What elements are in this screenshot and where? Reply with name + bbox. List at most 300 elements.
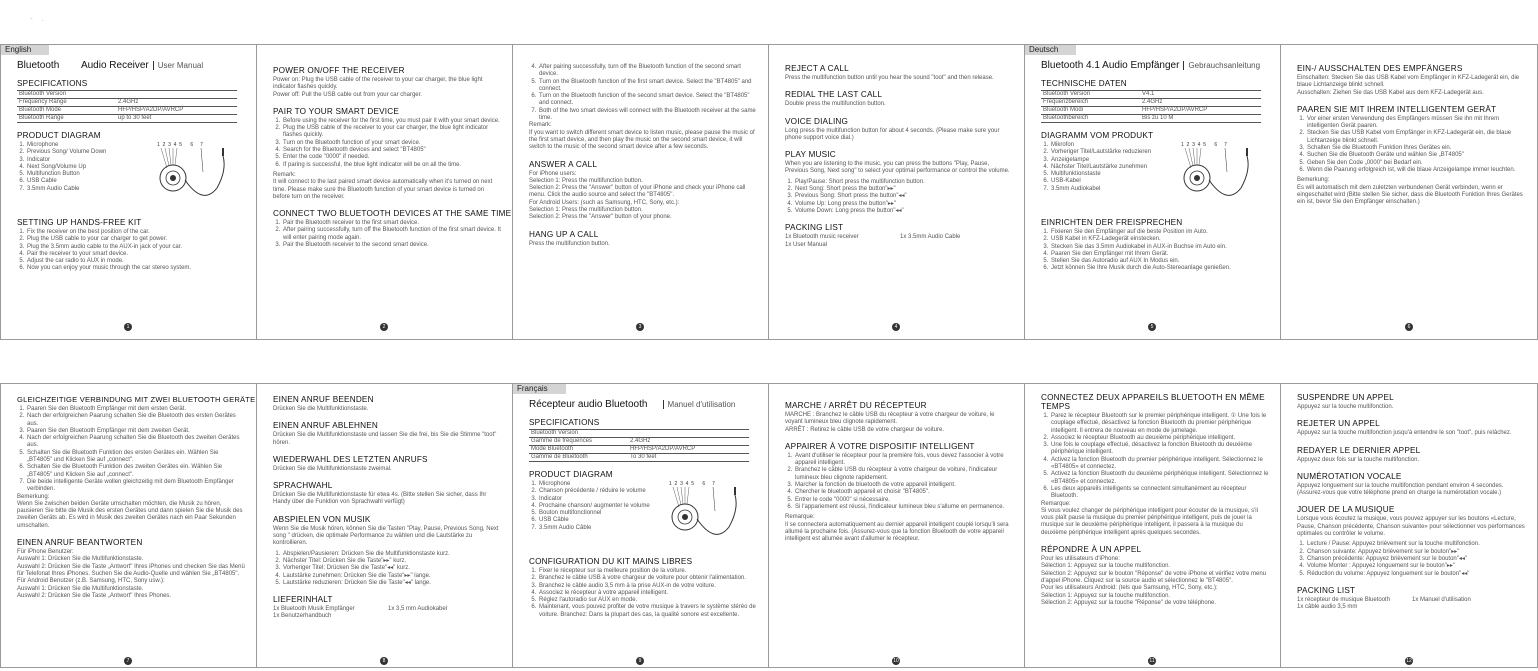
paragraph: Appuyez deux fois sur la touche multifonction. [1297, 456, 1420, 463]
section-heading: ANSWER A CALL [529, 159, 598, 169]
spec-label: Bluetooth Version [1041, 91, 1140, 99]
packing-item: 1x câble audio 3,5 mm [1297, 604, 1358, 611]
list-item: 3. Marcher la fonction de bluetooth de votre appareil intelligent. [794, 482, 1013, 489]
list-item: 2. Branchez le câble USB à votre chargeur de voiture pour obtenir l'alimentation. [538, 575, 757, 582]
language-tab: Français [513, 384, 566, 394]
page-number: 6 [1281, 321, 1537, 331]
list-item: 2. Plug the USB cable of the receiver to your car charger, the blue light indicator flashes quickly. [282, 125, 501, 140]
section-heading: GLEICHZEITIGE VERBINDUNG MIT ZWEI BLUETOOTH GERÄTE [17, 395, 255, 404]
receiver-drawing-icon [157, 148, 237, 206]
paragraph: Auswahl 2: Drücken Sie die Taste „Antwort" Ihres iPhones und checken Sie das Menü für Telefonat Ihres iPhones. Suchen Sie die Audio-Quelle und wählen Sie „BT4805". [17, 563, 245, 577]
product-diagram [529, 481, 757, 549]
section-heading: MARCHE / ARRÊT DU RÉCEPTEUR [785, 401, 927, 410]
list-item: 1. Microphone [538, 481, 673, 488]
list-item: 4. Activez la fonction Bluetooth du premier périphérique intelligent. Sélectionnez le «BT4805» et connectez. [1050, 457, 1269, 472]
list-item: 3. Paaren Sie den Bluetooth Empfänger mit dem zweiten Gerät. [26, 428, 245, 435]
panel-deutsch-3 [0, 384, 255, 667]
remark-label: Bemerkung: [1297, 177, 1330, 184]
connect-two-steps [273, 220, 501, 249]
paragraph: Selection 1: Press the multifunction button. [529, 177, 643, 184]
setup-steps [529, 568, 757, 619]
panel-deutsch-4 [256, 384, 511, 667]
spec-label: Bluetooth Modi [1041, 107, 1140, 115]
remark-label: Remarque: [785, 514, 815, 521]
list-item: 3. Chanson précédente: Appuyez brièvement sur le bouton"◂◂" [1306, 556, 1527, 563]
list-item: 1. Microphone [26, 142, 106, 149]
packing-list [785, 234, 1013, 249]
paragraph: Wenn Sie die Musik hören, können Sie die Tasten "Play, Pause, Previous Song, Next song " drücken, die optimale Performance zu wählen und die Lautstärke zu kontrollieren. [273, 525, 499, 547]
spec-value [628, 430, 749, 438]
paragraph: Ausschalten: Ziehen Sie das USB Kabel aus dem KFZ-Ladegerät aus. [1297, 89, 1484, 96]
section-heading: EINEN ANRUF ABLEHNEN [273, 421, 379, 431]
list-item: 1. Lecture / Pause: Appuyez brièvement sur la touche multifonction. [1306, 541, 1527, 548]
section-heading: LIEFERINHALT [273, 595, 333, 605]
paragraph: Selection 1: Press the multifunction button. [529, 207, 643, 214]
list-item: 5. Lautstärke reduzieren: Drücken Sie die Taste"◂◂" lange. [282, 580, 501, 587]
list-item: 4. After pairing successfully, turn off the Bluetooth function of the second smart device. [538, 64, 757, 79]
section-heading: SPRACHWAHL [273, 481, 333, 491]
section-heading: SUSPENDRE UN APPEL [1297, 393, 1394, 402]
list-item: 4. Nächster Titel/Lautstärke zunehmen [1050, 164, 1185, 171]
list-item: 6. Schalten Sie die Bluetooth Funktion des zweiten Gerätes ein. Wählen Sie „BT4805" und Klicken Sie auf „connect". [26, 464, 245, 479]
list-item: 4. Suchen Sie die Bluetooth Geräte und wählen Sie „BT4805" [1306, 152, 1527, 159]
paragraph: Il se connectera automatiquement au dernier appareil intelligent couplé lorsqu'il sera allumé la prochaine fois. (Assurez-vous que la fonction Bluetooth de votre appareil intelligent est allumée avant d'allumer le récepteur. [785, 521, 1009, 543]
paragraph: Es will automatisch mit dem zuletzten verbundenen Gerät verbinden, wenn er eingeschaltet wird (Bitte stellen Sie sicher, dass die Bluetooth Funktion Ihres Gerätes ein ist, bevor Sie den Empfänger einschalten.) [1297, 184, 1523, 206]
diagram-legend [1041, 142, 1185, 193]
panel-deutsch-2 [1280, 45, 1538, 339]
document-title: Bluetooth 4.1 Audio Empfänger Gebrauchsanleitung [1041, 60, 1261, 71]
spec-table [1041, 90, 1261, 123]
paragraph: Wenn Sie zwischen beiden Geräte umschalten möchten, die Musik zu hören, pausieren Sie bitte die Musik des ersten Gerätes und dann spielen Sie die Musik des zweiten Geräts ab. Es wird in Musik des zweiten Gerätes nach ein Paar Sekunden umschalten. [17, 500, 243, 529]
panel-francais-2 [768, 384, 1023, 667]
packing-row [785, 242, 1013, 249]
paragraph: Selection 2: Press the "Answer" button of your phone. [529, 214, 672, 221]
list-item: 4. Nach der erfolgreichen Paarung schalten Sie die Bluetooth des zweiten Gerätes aus. [26, 435, 245, 450]
list-item: 2. Chanson suivante: Appuyez brièvement sur le bouton"▸▸" [1306, 549, 1527, 556]
list-item: 2. Branchez le câble USB du récepteur à votre chargeur de voiture, l'indicateur lumineux bleu clignote rapidement. [794, 467, 1013, 482]
section-heading: SPECIFICATIONS [529, 418, 600, 427]
paragraph: Pour les utilisateurs d'iPhone: [1041, 556, 1120, 563]
spec-label: Bluetooth Version [529, 430, 628, 438]
spec-label: Gamme de fréquences [529, 438, 628, 446]
setup-steps [1041, 229, 1269, 273]
packing-item: 1x Bluetooth music receiver [785, 234, 859, 241]
list-item: 2. Associez le récepteur Bluetooth au deuxième périphérique intelligent. [1050, 435, 1269, 442]
spec-value: V4.1 [1140, 91, 1261, 99]
list-item: 2. USB Kabel in KFZ-Ladegerät einstecken. [1050, 236, 1269, 243]
page-number: 10 [893, 658, 899, 664]
section-heading: PRODUCT DIAGRAM [529, 470, 613, 479]
section-heading: PLAY MUSIC [785, 150, 836, 160]
list-item: 3. Schalten Sie die Bluetooth Funktion Ihres Gerätes ein. [1306, 145, 1527, 152]
document-title: Bluetooth Audio Receiver User Manual [17, 60, 204, 71]
product-diagram [17, 142, 245, 210]
list-item: 7. Both of the two smart devices will connect with the Bluetooth receiver at the same time. [538, 108, 757, 123]
page-number: 5 [1025, 321, 1279, 331]
list-item: 6. Turn on the Bluetooth function of the second smart device. Select the "BT4805" and connect. [538, 93, 757, 108]
music-controls [1297, 541, 1527, 577]
spec-row [17, 107, 237, 115]
section-heading: CONNECT TWO BLUETOOTH DEVICES AT THE SAME TIME [273, 209, 511, 219]
list-item: 4. Search for the Bluetooth devices and select "BT4805" [282, 147, 501, 154]
manual-sheet-bottom [0, 383, 1538, 668]
packing-item: 1x Manuel d'utilisation [1412, 596, 1471, 603]
list-item: 3. Vorheriger Titel: Drücken Sie die Taste"◂◂" kurz. [282, 565, 501, 572]
section-heading: ABSPIELEN VON MUSIK [273, 514, 371, 524]
receiver-illustration: 1 2 3 4 5 6 7 [1181, 142, 1261, 211]
list-item: 5. Réduction du volume: Appuyez longuement sur le bouton"◂◂" [1306, 571, 1527, 578]
list-item: 1. Fixer le récepteur sur la meilleure position de la voiture. [538, 568, 757, 575]
list-item: 4. Next Song/Volume Up [26, 164, 106, 171]
section-heading: NUMÉROTATION VOCALE [1297, 471, 1402, 481]
list-item: 2. After pairing successfully, turn off the Bluetooth function of the first smart device. It will enter pairing mode again. [282, 227, 501, 242]
panel-english-3 [512, 45, 767, 339]
section-heading: VOICE DIALING [785, 116, 849, 126]
list-item: 6. USB Câble [538, 517, 673, 524]
spec-label: Bluetooth Mode [17, 107, 116, 115]
section-heading: APPAIRER À VOTRE DISPOSITIF INTELLIGENT [785, 441, 975, 451]
paragraph: ARRÊT : Retirez le câble USB de votre chargeur de voiture. [785, 426, 944, 433]
paragraph: Press the multifunction button until you hear the sound "toot" and then release. [785, 75, 994, 81]
list-item: 1. Parez le récepteur Bluetooth sur le premier périphérique intelligent. ① Une fois le couplage effectué, désactivez la fonction Bluetooth du premier périphérique intelligent. Il entrera de nouveau en mode de jumelage. [1050, 413, 1269, 435]
music-controls [785, 179, 1013, 215]
section-heading: REJETER UN APPEL [1297, 419, 1380, 429]
section-heading: CONNECTEZ DEUX APPAREILS BLUETOOTH EN MÊME TEMPS [1041, 393, 1265, 411]
paragraph: Long press the multifunction button for about 4 seconds. (Please make sure your phone support voice dial.) [785, 127, 1000, 141]
spec-row [1041, 107, 1261, 115]
diagram-legend [529, 481, 673, 532]
packing-item: 1x 3.5mm Audio Cable [900, 234, 961, 241]
diagram-legend [17, 142, 106, 193]
remark-label: Remarque: [1041, 500, 1071, 507]
paragraph: Drücken Sie die Multifunktionstaste und lassen Sie die frei, bis Sie die Stimme "toot" hören. [273, 432, 497, 446]
section-heading: WIEDERWAHL DES LETZTEN ANRUFS [273, 454, 428, 464]
section-heading: REDAYER LE DERNIER APPEL [1297, 445, 1421, 455]
page-number: 9 [513, 655, 767, 665]
list-item: 3. Indicator [538, 496, 673, 503]
paragraph: Einschalten: Stecken Sie das USB Kabel vom Empfänger in KFZ-Ladegerät ein, die blaue Lichtanzeige blinkt schnell. [1297, 75, 1520, 89]
section-heading: TECHNISCHE DATEN [1041, 79, 1127, 88]
connect-two-steps [17, 406, 245, 494]
list-item: 7. 3.5mm Audiokabel [1050, 186, 1185, 193]
list-item: 7. 3.5mm Audio Câble [538, 525, 673, 532]
section-heading: EINEN ANRUF BEANTWORTEN [17, 538, 143, 548]
paragraph: Drücken Sie die Multifunktionstaste für etwa 4s. (Bitte stellen Sie sicher, dass Ihr Handy über die Funktion von Sprachwahl verfügt) [273, 492, 487, 506]
spec-row [529, 430, 749, 438]
list-item: 5. Multifunktionstaste [1050, 171, 1185, 178]
list-item: 5. Entrer le code "0000" si nécessaire. [794, 497, 1013, 504]
list-item: 4. Lautstärke zunehmen: Drücken Sie die Taste"▸▸" lange. [282, 573, 501, 580]
paragraph: Lorsque vous écoutez la musique, vous pouvez appuyer sur les boutons «Lecture, Pause, Chanson précédente, Chanson suivante» pour sélectionner vos performances optimales ou contrôler le volume. [1297, 516, 1525, 538]
spec-value: 2.4GHz [116, 99, 237, 107]
list-item: 6. Wenn die Paarung erfolgreich ist, will die blaue Anzeigelampe immer leuchten. [1306, 167, 1527, 174]
music-controls [273, 551, 501, 587]
packing-row [273, 613, 501, 620]
spec-value: up to 30 feet [116, 115, 237, 123]
spec-table [529, 429, 749, 462]
list-item: 1. Before using the receiver for the first time, you must pair it with your smart device. [282, 118, 501, 125]
list-item: 6. USB Cable [26, 178, 106, 185]
list-item: 1. Fix the receiver on the best position of the car. [26, 229, 245, 236]
list-item: 6. Maintenant, vous pouvez profiter de votre musique à travers le système stéréo de voiture. Branchez: Dans la plupart des cas, la qualité sonore est excellente. [538, 604, 757, 619]
spec-row [17, 91, 237, 99]
paragraph: For iPhone users: [529, 170, 577, 177]
page-number: 8 [257, 655, 511, 665]
panel-francais-4 [1280, 384, 1538, 667]
packing-row [273, 606, 501, 613]
spec-value: HFP/HSP/A2DP/AVRCP [116, 107, 237, 115]
packing-list [273, 606, 501, 621]
page-number: 11 [1149, 658, 1155, 664]
list-item: 5. Enter the code "0000" if needed. [282, 154, 501, 161]
paragraph: If you want to switch different smart device to listen music, please pause the music of the first smart device, and then play the music on the second smart device, it will switch to the music of the second smart device after a few seconds. [529, 129, 755, 151]
paragraph: Selection 2: Press the "Answer" button of your iPhone and check your iPhone call menu. Click the audio source and select the "BT4805". [529, 185, 746, 199]
list-item: 5. Réglez l'autoradio sur AUX en mode. [538, 597, 757, 604]
list-item: 5. Volume Down: Long press the button"◂◂" [794, 208, 1013, 215]
paragraph: Sélection 2: Appuyez sur la touche "Réponse" de votre téléphone. [1041, 599, 1217, 606]
paragraph: Power off: Pull the USB cable out from your car charger. [273, 91, 422, 98]
spec-row [17, 115, 237, 123]
list-item: 1. Avant d'utiliser le récepteur pour la première fois, vous devez l'associer à votre appareil intelligent. [794, 453, 1013, 468]
section-heading: PAIR TO YOUR SMART DEVICE [273, 106, 400, 116]
pair-steps [273, 118, 501, 169]
page-number: 1 [1, 321, 255, 331]
section-heading: RÉPONDRE À UN APPEL [1041, 545, 1142, 555]
connect-two-steps-cont [529, 64, 757, 122]
paragraph: Auswahl 1: Drücken Sie die Multifunktionstaste. [17, 585, 144, 592]
list-item: 4. Associez le récepteur à votre appareil intelligent. [538, 590, 757, 597]
panel-francais-3 [1024, 384, 1279, 667]
spec-label: Frequenzbereich [1041, 99, 1140, 107]
document-title: Récepteur audio Bluetooth Manuel d'utilisation [529, 399, 736, 410]
list-item: 3. Anzeigelampe [1050, 157, 1185, 164]
section-heading: PRODUCT DIAGRAM [17, 131, 101, 140]
list-item: 4. Volume Up: Long press the button"▸▸" [794, 201, 1013, 208]
spec-row [529, 454, 749, 462]
paragraph: Pour les utilisateurs Android: (tels que Samsung, HTC, Sony, etc.): [1041, 585, 1218, 592]
paragraph: Appuyez sur la touche multifonction jusqu'à entendre le son "toot", puis relâchez. [1297, 430, 1512, 437]
list-item: 3. Stecken Sie das 3.5mm Audiokabel in AUX-in Buchse im Auto ein. [1050, 244, 1269, 251]
list-item: 3. Pair the Bluetooth receiver to the second smart device. [282, 242, 501, 249]
list-item: 2. Nächster Titel: Drücken Sie die Taste"▸▸" kurz. [282, 558, 501, 565]
list-item: 5. Multifunction Button [26, 171, 106, 178]
list-item: 3. Branchez le câble audio 3,5 mm à la prise AUX-in de votre voiture. [538, 583, 757, 590]
packing-row [1297, 604, 1527, 611]
paragraph: Appuyez longuement sur la touche multifonction pendant environ 4 secondes. (Assurez-vous que votre téléphone prend en charge la numérotation vocale.) [1297, 482, 1504, 497]
list-item: 5. Stellen Sie das Autoradio auf AUX In Modus ein. [1050, 258, 1269, 265]
receiver-illustration: 1 2 3 4 5 6 7 [669, 481, 749, 550]
page-number: 12 [1406, 658, 1412, 664]
paragraph: Si vous voulez changer de périphérique intelligent pour écouter de la musique, s'il vous plaît pause la musique du premier périphérique intelligent, puis de jouer la musique sur le deuxième périphérique intelligent, il passera à la musique du deuxième périphérique intelligent après quelques secondes. [1041, 507, 1258, 536]
spec-label: Frequency Range [17, 99, 116, 107]
paragraph: Für Android Benutzer (z.B. Samsung, HTC, Sony usw.): [17, 578, 165, 585]
paragraph: Für iPhone Benutzer: [17, 549, 74, 556]
packing-row [785, 234, 1013, 241]
section-heading: PAAREN SIE MIT IHREM INTELLIGENTEM GERÄT [1297, 104, 1497, 114]
remark-label: Remark: [529, 122, 552, 129]
list-item: 3. Indicator [26, 157, 106, 164]
list-item: 7. Die beide intelligente Geräte wollen gleichzeitig mit dem Bluetooth Empfänger verbinden. [26, 479, 245, 494]
list-item: 4. Pair the receiver to your smart device. [26, 251, 245, 258]
list-item: 4. Prochaine chanson/ augmenter le volume [538, 503, 673, 510]
packing-item: 1x Bluetooth Musik Empfänger [273, 606, 355, 613]
list-item: 6. Jetzt können Sie Ihre Musik durch die Auto-Stereoanlage genießen. [1050, 265, 1269, 272]
spec-value [116, 91, 237, 99]
list-item: 5. Activez la fonction Bluetooth du deuxième périphérique intelligent. Sélectionnez le «BT4805» et connectez. [1050, 471, 1269, 486]
spec-label: Bluetooth Version [17, 91, 116, 99]
section-heading: DIAGRAMM VOM PRODUKT [1041, 131, 1154, 140]
receiver-drawing-icon [1181, 148, 1261, 206]
panel-english-4 [768, 45, 1023, 339]
page-number: 7 [1, 655, 255, 665]
spec-label: Bluetooth Range [17, 115, 116, 123]
spec-value: 2.4GHz [628, 438, 749, 446]
panel-english-cover [0, 45, 255, 339]
page-number: 2 [257, 321, 511, 331]
list-item: 1. Play/Pause: Short press the multifunction button. [794, 179, 1013, 186]
list-item: 5. Bouton multifonctionnel [538, 510, 673, 517]
receiver-drawing-icon [669, 487, 749, 545]
list-item: 3. Une fois le couplage effectué, désactivez la fonction Bluetooth du deuxième périphérique intelligent. [1050, 442, 1269, 457]
section-heading: EINRICHTEN DER FREISPRECHEN [1041, 218, 1183, 227]
section-heading: SETTING UP HANDS-FREE KIT [17, 218, 142, 227]
section-heading: EIN-/ AUSSCHALTEN DES EMPFÄNGERS [1297, 64, 1463, 73]
spec-value: HFP/HSP/A2DP/AVRCP [628, 446, 749, 454]
spec-row [1041, 91, 1261, 99]
answer-lines [1041, 556, 1269, 607]
list-item: 2. Plug the USB cable to your car charger to get power. [26, 236, 245, 243]
packing-item: 1x User Manual [785, 241, 828, 248]
section-heading: POWER ON/OFF THE RECEIVER [273, 66, 405, 75]
list-item: 3. Previous Song: Short press the button"◂◂" [794, 193, 1013, 200]
list-item: 5. Geben Sie den Code „0000" bei Bedarf ein. [1306, 160, 1527, 167]
answer-lines [529, 171, 757, 222]
setup-steps [17, 229, 245, 273]
list-item: 4. Volume Monter : Appuyez longuement sur le bouton"▸▸" [1306, 563, 1527, 570]
spec-row [529, 446, 749, 454]
spec-value: 2.4GHz [1140, 99, 1261, 107]
paragraph: For Android Users: (such as Samsung, HTC, Sony, etc.): [529, 199, 680, 206]
paragraph: Drücken Sie die Multifunktionstaste. [273, 406, 369, 412]
packing-list [1297, 597, 1527, 612]
list-item: 1. Mikrofon [1050, 142, 1185, 149]
list-item: 2. Stecken Sie das USB Kabel vom Empfänger in KFZ-Ladegerät ein, die blaue Lichtanzeige blinkt schnell. [1306, 130, 1527, 145]
list-item: 1. Abspielen/Pausieren: Drücken Sie die Multifunktionstaste kurz. [282, 551, 501, 558]
list-item: 1. Fixieren Sie den Empfänger auf die beste Position im Auto. [1050, 229, 1269, 236]
list-item: 3. Turn on the Bluetooth function of your smart device. [282, 140, 501, 147]
paragraph: Auswahl 1: Drücken Sie die Multifunktionstaste. [17, 556, 144, 563]
spec-label: Mode Bluetooth [529, 446, 628, 454]
list-item: 1. Paaren Sie den Bluetooth Empfänger mit dem ersten Gerät. [26, 406, 245, 413]
list-item: 6. If paring is successful, the blue light indicator will be on all the time. [282, 162, 501, 169]
packing-item: 1x 3,5 mm Audiokabel [388, 606, 448, 613]
list-item: 3. Plug the 3.5mm audio cable to the AUX-in jack of your car. [26, 244, 245, 251]
pair-steps [1297, 116, 1527, 174]
section-heading: PACKING LIST [1297, 585, 1356, 595]
list-item: 5. Adjust the car radio to AUX in mode. [26, 258, 245, 265]
paragraph: Double press the multifunction button. [785, 101, 886, 108]
section-heading: JOUER DE LA MUSIQUE [1297, 505, 1395, 515]
page-number: 4 [769, 321, 1023, 331]
receiver-illustration: 1 2 3 4 5 6 7 [157, 142, 237, 211]
section-heading: SPECIFICATIONS [17, 79, 88, 88]
language-tab: English [1, 45, 49, 55]
answer-lines [17, 549, 245, 600]
language-tab: Deutsch [1025, 45, 1076, 55]
paragraph: Drücken Sie die Multifunktionstaste zweimal. [273, 465, 392, 472]
list-item: 1. Pair the Bluetooth receiver to the first smart device. [282, 220, 501, 227]
corner-marks: - . [30, 14, 44, 23]
section-heading: REDIAL THE LAST CALL [785, 90, 883, 100]
spec-table [17, 90, 237, 123]
panel-francais-cover [512, 384, 767, 667]
spec-row [529, 438, 749, 446]
list-item: 2. Vorheriger Titel/Lautstärke reduzieren [1050, 149, 1185, 156]
list-item: 2. Nach der erfolgreichen Paarung schalten Sie die Bluetooth des ersten Gerätes aus. [26, 413, 245, 428]
list-item: 2. Chanson précédente / réduire le volume [538, 488, 673, 495]
spec-value: To 30 feet [628, 454, 749, 462]
list-item: 6. Les deux appareils intelligents se connectent simultanément au récepteur Bluetooth. [1050, 486, 1269, 501]
spec-row [17, 99, 237, 107]
list-item: 6. Now you can enjoy your music through the car stereo system. [26, 265, 245, 272]
list-item: 5. Schalten Sie die Bluetooth Funktion des ersten Gerätes ein. Wählen Sie „BT4805" und Klicken Sie auf „connect". [26, 450, 245, 465]
paragraph: Appuyez sur la touche multifonction. [1297, 404, 1394, 410]
spec-value: HFP/HSP/A2DP/AVRCP [1140, 107, 1261, 115]
connect-two-steps [1041, 413, 1269, 501]
list-item: 2. Previous Song/ Volume Down [26, 149, 106, 156]
paragraph: MARCHE : Branchez le câble USB du récepteur à votre chargeur de voiture, le voyant lumineux bleu clignote rapidement. [785, 412, 995, 426]
section-heading: HANG UP A CALL [529, 229, 599, 239]
list-item: 6. USB-Kabel [1050, 178, 1185, 185]
list-item: 2. Next Song: Short press the button"▸▸" [794, 186, 1013, 193]
section-heading: PACKING LIST [785, 223, 844, 233]
manual-sheet-top [0, 44, 1538, 340]
paragraph: Sélection 2: Appuyez sur le bouton "Réponse" de votre iPhone et vérifiez votre menu d'appel iPhone. Cliquez sur la source audio et sélectionnez le "BT4805". [1041, 570, 1267, 584]
list-item: 5. Turn on the Bluetooth function of the first smart device. Select the "BT4805" and connect. [538, 79, 757, 94]
page-number: 3 [513, 321, 767, 331]
paragraph: Press the multifunction button. [529, 240, 610, 247]
spec-label: Gamme de Bluetooth [529, 454, 628, 462]
paragraph: Power on: Plug the USB cable of the receiver to your car charger, the blue light indicator flashes quickly. [273, 77, 483, 91]
paragraph: When you are listening to the music, you can press the buttons "Play, Pause, Previous Song, Next song" to select your optimal performance or control the volume. [785, 161, 1010, 175]
panel-english-2 [256, 45, 511, 339]
section-heading: EINEN ANRUF BEENDEN [273, 395, 374, 404]
list-item: 6. Si l'appariement est réussi, l'indicateur lumineux bleu s'allume en permanence. [794, 504, 1013, 511]
remark-label: Remark: [273, 171, 296, 178]
paragraph: Auswahl 2: Drücken Sie die Taste „Antwort" Ihres Phones. [17, 592, 172, 599]
list-item: 4. Chercher le bluetooth appareil et choisir "BT4805". [794, 489, 1013, 496]
packing-row [1297, 597, 1527, 604]
product-diagram [1041, 142, 1269, 210]
paragraph: It will connect to the last paired smart device automatically when it's turned on next time. Please make sure the Bluetooth function of your smart device is turned on before turn on the receiver. [273, 179, 493, 200]
section-heading: REJECT A CALL [785, 64, 849, 73]
list-item: 4. Paaren Sie den Empfänger mit Ihrem Gerät. [1050, 251, 1269, 258]
spec-row [1041, 115, 1261, 123]
pair-steps [785, 453, 1013, 511]
spec-row [1041, 99, 1261, 107]
paragraph: Sélection 1: Appuyez sur la touche multifonction. [1041, 563, 1171, 570]
remark-label: Bemerkung: [17, 493, 50, 500]
section-heading: CONFIGURATION DU KIT MAINS LIBRES [529, 557, 693, 566]
spec-label: Bluetoothbereich [1041, 115, 1140, 123]
packing-item: 1x récepteur de musique Bluetooth [1297, 596, 1391, 603]
spec-value: Bis zu 10 M [1140, 115, 1261, 123]
list-item: 1. Vor einer ersten Verwendung des Empfängers müssen Sie ihn mit Ihrem intelligenten Gerät paaren. [1306, 116, 1527, 131]
paragraph: Sélection 1: Appuyez sur la touche multifonction. [1041, 592, 1171, 599]
list-item: 7. 3.5mm Audio Cable [26, 186, 106, 193]
packing-item: 1x Benutzerhandbuch [273, 613, 332, 620]
panel-deutsch-cover [1024, 45, 1279, 339]
